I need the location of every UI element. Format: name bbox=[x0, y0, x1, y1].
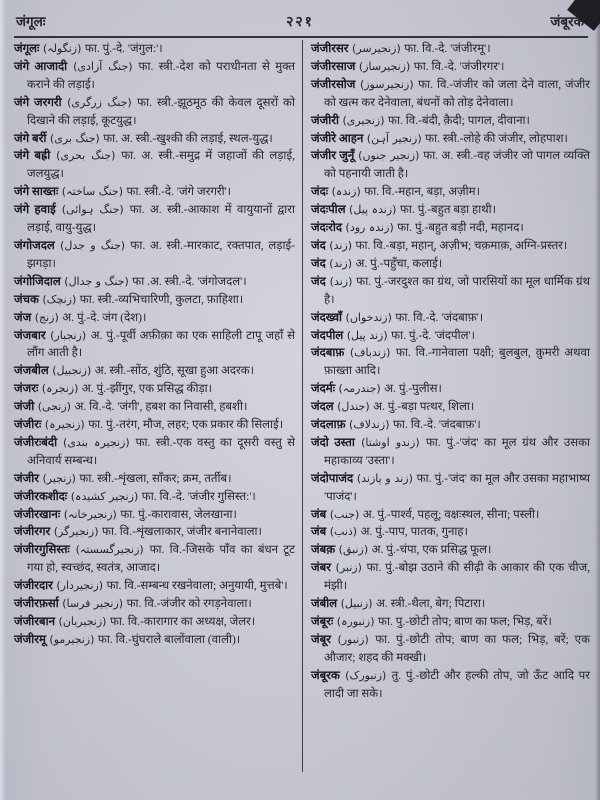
entry-definition: फा. पुं.-बोझ उठाने की सीढ़ी के आकार की एक चीज, मंझी। bbox=[324, 561, 590, 593]
entry-headword: जंदोपाजंद bbox=[311, 471, 354, 485]
entry-urdu-script: (زند پیل) bbox=[343, 328, 392, 342]
entry-urdu-script: (زنجیرسوز) bbox=[355, 77, 419, 91]
entry-definition: अ. पुं.-बड़ा पत्थर, शिला। bbox=[373, 400, 475, 414]
entry-headword: जंजरः bbox=[14, 382, 39, 396]
dictionary-entry bbox=[14, 488, 295, 506]
entry-headword: जंजीरमू bbox=[14, 632, 46, 646]
entry-definition: फा. वि.-शृंखलाकार, जंजीर बनानेवाला। bbox=[102, 525, 262, 539]
left-column bbox=[14, 40, 302, 772]
entry-definition: फा. वि.-दे. 'जंजीरमू'। bbox=[404, 42, 491, 55]
entry-definition: अ. वि.-दे. 'जंगी', हबश का निवासी, हबशी। bbox=[74, 400, 248, 414]
entry-headword: जंजीरसर bbox=[311, 42, 349, 55]
entry-urdu-script: (زنبق) bbox=[335, 543, 372, 557]
entry-urdu-script: (زنجیرخانہ) bbox=[60, 507, 121, 521]
entry-headword: जंबूर bbox=[311, 632, 331, 646]
entry-definition: फा. पुं.-तरंग, मौज, लहर; एक प्रकार की सिलाई। bbox=[88, 418, 284, 432]
dictionary-entry bbox=[14, 147, 295, 183]
entry-headword: जंजीरदार bbox=[14, 579, 53, 593]
entry-urdu-script: (زندہ) bbox=[328, 185, 365, 199]
entry-urdu-script: (زند) bbox=[325, 256, 356, 270]
entry-definition: फा. पु.-छोटी तोप; बाण का फल; भिड़, बरें। bbox=[378, 615, 552, 628]
entry-definition: फा. वि.-बड़ा, महान्, अज़ीभ; चक़माक़, अग्नि-प्रस्तर। bbox=[355, 238, 568, 252]
entry-definition: फा. स्त्री.-देश को पराधीनता से मुक्त कराने की लड़ाई। bbox=[27, 59, 295, 91]
entry-headword: जंगे हवाई bbox=[14, 203, 56, 217]
entry-urdu-script: (جنگ بحری) bbox=[50, 149, 122, 163]
entry-urdu-script: (زنبورک) bbox=[339, 668, 392, 682]
entry-urdu-script: (زنجیرہ) bbox=[41, 418, 89, 432]
entry-headword: जंबूरक bbox=[311, 668, 340, 682]
entry-urdu-script: (جنگ ہوائی) bbox=[55, 203, 130, 217]
dictionary-entry bbox=[14, 201, 295, 237]
dictionary-entry bbox=[311, 112, 590, 130]
dictionary-entry bbox=[14, 416, 295, 434]
entry-urdu-script: (زنجیردار) bbox=[52, 579, 107, 593]
dictionary-entry bbox=[311, 434, 590, 470]
entry-urdu-script: (زنجیرگسستہ) bbox=[69, 543, 150, 557]
entry-urdu-script: (جندل) bbox=[333, 400, 374, 414]
entry-urdu-script: (ذنب) bbox=[326, 525, 361, 539]
entry-urdu-script: (زنجیر آہن) bbox=[363, 131, 426, 145]
entry-definition: फा. पुं.-'जंद' का मूल और उसका महाभाष्य 'पाजंद'। bbox=[324, 471, 591, 503]
entry-headword: जंदःपील bbox=[311, 203, 346, 217]
entry-headword: जंजीरखानः bbox=[14, 507, 61, 521]
dictionary-entry bbox=[14, 130, 295, 148]
entry-headword: जंद bbox=[311, 274, 326, 288]
dictionary-entry bbox=[311, 506, 590, 524]
page-right-edge-shadow bbox=[595, 0, 600, 800]
entry-definition: फा. पुं.-जरदुश्त का ग्रंथ, जो पारसियों का मूल धार्मिक ग्रंथ है। bbox=[324, 274, 590, 306]
entry-definition: अ. पुं.-पूर्वी अफ़ीक़ा का एक साहिली टापू जहाँ से लौंग आती है। bbox=[27, 328, 295, 360]
entry-urdu-script: (زند) bbox=[325, 238, 356, 252]
dictionary-entry bbox=[14, 94, 295, 130]
entry-definition: अ. पुं.-पार्श्व, पहलू; वक्षःस्थल, सीना; पस्ली। bbox=[362, 507, 540, 521]
dictionary-entry bbox=[311, 219, 590, 237]
entry-headword: जंद bbox=[311, 238, 326, 252]
dictionary-entry bbox=[14, 506, 295, 524]
entry-headword: जंजबार bbox=[14, 328, 46, 342]
entry-headword: जंजबील bbox=[14, 364, 49, 378]
dictionary-entry bbox=[311, 631, 590, 667]
dictionary-entry bbox=[14, 541, 295, 577]
entry-headword: जंगे बर्री bbox=[14, 131, 47, 145]
dictionary-entry bbox=[311, 40, 590, 58]
entry-definition: फा. वि.-दे. 'जंजीर गुसिस्त:'। bbox=[141, 489, 256, 503]
entry-headword: जंदलाफ़ bbox=[311, 418, 346, 432]
entry-definition: फा. पुं.-दे. 'जंदपील'। bbox=[391, 328, 475, 342]
entry-headword: जंबर bbox=[311, 561, 331, 575]
dictionary-entry bbox=[311, 559, 590, 595]
entry-urdu-script: (زندلاف) bbox=[345, 418, 393, 432]
dictionary-entry bbox=[14, 362, 295, 380]
entry-headword: जंजीरकशीदः bbox=[14, 489, 68, 503]
dictionary-entry bbox=[311, 398, 590, 416]
entry-definition: अ. पुं.-पाप, पातक, गुनाह। bbox=[360, 525, 468, 539]
dictionary-entry bbox=[311, 613, 590, 631]
entry-urdu-script: (زندخواں) bbox=[342, 310, 396, 324]
entry-urdu-script: (جنب) bbox=[326, 507, 363, 521]
entry-definition: फा. स्त्री.-एक वस्तु का दूसरी वस्तु से अनिवार्य सम्बन्ध। bbox=[27, 435, 295, 467]
entry-definition: फा. वि.-दे. 'जंदबाफ़'। bbox=[392, 418, 481, 432]
dictionary-entry bbox=[311, 344, 590, 380]
entry-headword: जंगे आजादी bbox=[14, 59, 68, 73]
entry-urdu-script: (زنجیربان) bbox=[55, 615, 110, 628]
entry-headword: जंजीर bbox=[14, 471, 39, 485]
dictionary-entry bbox=[311, 595, 590, 613]
dictionary-entry bbox=[311, 255, 590, 273]
entry-definition: फा. अ. स्त्री.-आकाश में वायुयानों द्वारा लड़ाई, वायु-युद्ध। bbox=[27, 203, 296, 235]
entry-urdu-script: (زند و پازند) bbox=[353, 471, 417, 485]
dictionary-entry bbox=[311, 76, 590, 112]
entry-urdu-script: (جنگ ساختہ) bbox=[58, 185, 127, 199]
entry-urdu-script: (زنجیر) bbox=[38, 471, 80, 485]
dictionary-entry bbox=[311, 237, 590, 255]
entry-urdu-script: (زنچک) bbox=[38, 292, 80, 306]
entry-definition: फा. अ. स्त्री.-मारकाट, रक्तपात, लड़ाई-झगड़ा। bbox=[27, 238, 296, 270]
entry-urdu-script: (زندباف) bbox=[344, 346, 396, 360]
entry-definition: अ. स्त्री.-सोंठ, शुंठि, सूखा हुआ अदरक। bbox=[94, 364, 255, 378]
entry-definition: अ. स्त्री.-थैला, बेग; पिटारा। bbox=[376, 597, 486, 611]
entry-headword: जंजीरः bbox=[14, 418, 42, 432]
dictionary-entry bbox=[311, 201, 590, 219]
dictionary-entry bbox=[311, 309, 590, 327]
entry-headword: जंजीरफ़र्सा bbox=[14, 597, 59, 611]
dictionary-entry bbox=[14, 291, 295, 309]
entry-definition: फा. वि.-गानेवाला पक्षी; बुलबुल, क़ुमरी अथवा फ़ाख्ता आदि। bbox=[324, 346, 590, 378]
entry-headword: जंगूलः bbox=[14, 42, 40, 55]
entry-urdu-script: (زنجیر جنوں) bbox=[354, 149, 424, 163]
entry-urdu-script: (زنبر) bbox=[330, 561, 367, 575]
entry-urdu-script: (زنجیرسر) bbox=[348, 42, 405, 55]
entry-urdu-script: (جنگ بری) bbox=[46, 131, 104, 145]
entry-urdu-script: (زنجرہ) bbox=[38, 382, 82, 396]
entry-definition: फा. अ. स्त्री.-खुश्की की लड़ाई, स्थल-युद्ध। bbox=[103, 131, 273, 145]
entry-definition: फा. स्त्री.-व्यभिचारिणी, कुलटा, फ़ाहिशा। bbox=[79, 292, 244, 306]
dictionary-entry bbox=[14, 273, 295, 291]
entry-definition: फा .अ. स्त्री.-दे. 'जंगोजदल'। bbox=[132, 274, 247, 288]
entry-headword: जंजीरःबंदी bbox=[14, 435, 58, 449]
entry-urdu-script: (زنجیرمو) bbox=[45, 632, 98, 646]
dictionary-entry bbox=[311, 147, 590, 183]
entry-headword: जंजीरसोज bbox=[311, 77, 356, 91]
entry-definition: फा. पुं.-छोटी तोप; बाण का फल; भिड़, बरें; एक औजार; शहद की मक्खी। bbox=[324, 632, 590, 664]
entry-definition: फा. अ. स्त्री.-समुद्र में जहाजों की लड़ाई, जलयुद्ध। bbox=[27, 149, 295, 181]
entry-definition: अ. पुं.-पुलीस। bbox=[384, 382, 442, 396]
entry-urdu-script: (جندرمہ) bbox=[335, 382, 385, 396]
page-number: २२१ bbox=[286, 15, 314, 30]
entry-headword: जंजीरबान bbox=[14, 615, 56, 628]
dictionary-entry bbox=[311, 470, 590, 506]
entry-definition: अ. पुं.-झींगुर, एक प्रसिद्ध कीड़ा। bbox=[81, 382, 213, 396]
running-header bbox=[16, 12, 584, 31]
entry-headword: जंगोजदल bbox=[14, 238, 55, 252]
page-left-edge-highlight bbox=[0, 0, 6, 800]
entry-definition: फा. पुं.-बहुत बड़ी नदी, महानद। bbox=[397, 221, 524, 235]
entry-urdu-script: (زنجبار) bbox=[45, 328, 91, 342]
right-column bbox=[302, 40, 590, 772]
dictionary-entry bbox=[14, 577, 295, 595]
dictionary-entry bbox=[14, 523, 295, 541]
dictionary-entry bbox=[311, 273, 590, 309]
header-first-headword: जंगूलः bbox=[16, 14, 46, 29]
entry-headword: जंदल bbox=[311, 400, 334, 414]
entry-headword: जंगे साख्तः bbox=[14, 185, 59, 199]
entry-headword: जंजी bbox=[14, 400, 35, 414]
dictionary-entry bbox=[311, 380, 590, 398]
dictionary-entry bbox=[311, 541, 590, 559]
entry-headword: जंज bbox=[14, 310, 32, 324]
entry-definition: तु. पुं.-छोटी और हल्की तोप, जो ऊँट आदि पर लादी जा सके। bbox=[324, 668, 591, 700]
dictionary-entry bbox=[14, 398, 295, 416]
dictionary-entry bbox=[14, 613, 295, 631]
entry-headword: जंबक़ bbox=[311, 543, 336, 557]
entry-definition: फा. वि.-बंदी, क़ैदी; पागल, दीवाना। bbox=[388, 113, 530, 127]
entry-definition: फा. स्त्री.-लोहे की जंजीर, लोहपाश। bbox=[425, 131, 568, 145]
dictionary-entry bbox=[311, 327, 590, 345]
entry-urdu-script: (جنگ زرگری) bbox=[61, 95, 138, 109]
header-last-headword: जंबूरक bbox=[550, 14, 584, 29]
entry-definition: फा. वि.-दे. 'जंदबाफ़'। bbox=[395, 310, 484, 324]
dictionary-columns bbox=[14, 40, 590, 772]
entry-headword: जंजीरगर bbox=[14, 525, 51, 539]
dictionary-entry bbox=[14, 327, 295, 363]
entry-headword: जंजीरगुसिस्तः bbox=[14, 543, 70, 557]
entry-urdu-script: (زنگولہ) bbox=[39, 42, 85, 55]
entry-headword: जंदबाफ़ bbox=[311, 346, 345, 360]
entry-headword: जंजीरसाज bbox=[311, 59, 356, 73]
entry-definition: फा. स्त्री.-झूठमूठ की केवल दूसरों को दिखाने की लड़ाई, कूटयुद्ध। bbox=[27, 95, 295, 127]
entry-definition: फा. वि.-जंजीर को जला देने वाला, जंजीर को खत्म कर देनेवाला, बंधनों को तोड़ देनेवाला। bbox=[324, 77, 590, 109]
entry-definition: फा. पुं.-बहुत बड़ा हाथी। bbox=[399, 203, 497, 217]
dictionary-entry bbox=[311, 130, 590, 148]
entry-headword: जंजीरी bbox=[311, 113, 339, 127]
dictionary-entry bbox=[14, 183, 295, 201]
entry-urdu-script: (زنبور) bbox=[330, 632, 376, 646]
dictionary-entry bbox=[14, 58, 295, 94]
entry-definition: फा. वि.-महान, बड़ा, अज़ीम। bbox=[364, 185, 480, 199]
dictionary-entry bbox=[14, 40, 295, 58]
entry-definition: फा. पुं.-'जंद' का मूल ग्रंथ और उसका महाकाव्य 'उस्ता'। bbox=[324, 435, 590, 467]
entry-definition: फा. पुं.-दे. 'जंगुल:'। bbox=[84, 42, 163, 55]
entry-headword: जंगे बह्री bbox=[14, 149, 51, 163]
entry-headword: जंजीर जुनूँ bbox=[311, 149, 355, 163]
dictionary-entry bbox=[311, 416, 590, 434]
entry-headword: जंदःरोद bbox=[311, 221, 343, 235]
dictionary-entry bbox=[14, 237, 295, 273]
entry-urdu-script: (جنگ و جدال) bbox=[60, 274, 133, 288]
entry-definition: फा. वि.-सम्बन्ध रखनेवाला; अनुयायी, मुत्तबे'। bbox=[106, 579, 288, 593]
entry-headword: जंदः bbox=[311, 185, 329, 199]
entry-definition: अ. पुं.-पहुँचा, कलाई। bbox=[355, 256, 443, 270]
entry-definition: फा. वि.-घुंघराले बालोंवाला (वाली)। bbox=[97, 632, 241, 646]
entry-definition: फा. वि.-दे. 'जंजीरगर'। bbox=[413, 59, 505, 73]
entry-urdu-script: (جنگ آزادی) bbox=[67, 59, 139, 73]
entry-definition: अ. पुं.-दे. जंग (देश)। bbox=[62, 310, 147, 324]
entry-urdu-script: (زنجیرہ بندی) bbox=[57, 435, 136, 449]
entry-urdu-script: (زنبورہ) bbox=[333, 615, 379, 628]
entry-definition: फा. स्त्री.-शृंखला, साँकर; क्रम, तर्तीब। bbox=[79, 471, 232, 485]
entry-urdu-script: (زنجی) bbox=[34, 400, 75, 414]
dictionary-entry bbox=[311, 183, 590, 201]
entry-headword: जंगोजिदाल bbox=[14, 274, 61, 288]
dictionary-entry bbox=[14, 595, 295, 613]
entry-headword: जंगे जरगरी bbox=[14, 95, 62, 109]
dictionary-entry bbox=[14, 309, 295, 327]
entry-definition: फा. पुं.-कारावास, जेलखाना। bbox=[120, 507, 237, 521]
entry-urdu-script: (زنجیر فرسا) bbox=[58, 597, 127, 611]
entry-definition: फा. अ. स्त्री.-वह जंजीर जो पागल व्यक्ति को पहनायी जाती है। bbox=[324, 149, 590, 181]
entry-headword: जंदपील bbox=[311, 328, 344, 342]
dictionary-entry bbox=[311, 667, 590, 703]
entry-headword: जंबूरः bbox=[311, 615, 334, 628]
entry-urdu-script: (زنجیر کشیدہ) bbox=[67, 489, 142, 503]
dictionary-entry bbox=[311, 58, 590, 76]
entry-urdu-script: (زنجبیل) bbox=[48, 364, 95, 378]
entry-definition: फा. वि.-जंजीर को रगड़नेवाला। bbox=[126, 597, 252, 611]
dictionary-entry bbox=[14, 631, 295, 649]
entry-headword: जंजीरे आहन bbox=[311, 131, 364, 145]
entry-headword: जंबील bbox=[311, 597, 338, 611]
dictionary-entry bbox=[14, 434, 295, 470]
entry-definition: फा. स्त्री.-दे. 'जंगे जरगरी'। bbox=[126, 185, 232, 199]
entry-urdu-script: (زندہ رود) bbox=[342, 221, 398, 235]
entry-headword: जंद bbox=[311, 256, 326, 270]
dictionary-entry bbox=[311, 523, 590, 541]
entry-definition: अ. पुं.-चंपा, एक प्रसिद्ध फूल। bbox=[371, 543, 492, 557]
entry-headword: जंदख्वाँ bbox=[311, 310, 343, 324]
entry-headword: जंदर्मः bbox=[311, 382, 336, 396]
dictionary-entry bbox=[14, 470, 295, 488]
entry-definition: फा. वि.-जिसके पाँव का बंधन टूट गया हो, स्वच्छंद, स्वतंत्र, आजाद। bbox=[27, 543, 295, 575]
entry-urdu-script: (زندو اوشتا) bbox=[354, 435, 426, 449]
entry-definition: फा. वि.-कारागार का अध्यक्ष, जेलर। bbox=[109, 615, 256, 628]
entry-urdu-script: (زنج) bbox=[31, 310, 63, 324]
entry-headword: जंब bbox=[311, 525, 327, 539]
dictionary-entry bbox=[14, 380, 295, 398]
entry-urdu-script: (زندہ پیل) bbox=[345, 203, 400, 217]
entry-urdu-script: (زنجیرگر) bbox=[50, 525, 102, 539]
entry-urdu-script: (جنگ و جدل) bbox=[54, 238, 131, 252]
entry-headword: जंदो उस्ता bbox=[311, 435, 355, 449]
entry-urdu-script: (زند) bbox=[325, 274, 357, 288]
entry-urdu-script: (زنبیل) bbox=[337, 597, 377, 611]
entry-headword: जंचक bbox=[14, 292, 39, 306]
entry-urdu-script: (زنجیری) bbox=[338, 113, 389, 127]
entry-urdu-script: (زنجیرساز) bbox=[355, 59, 414, 73]
entry-headword: जंब bbox=[311, 507, 327, 521]
header-divider-rule bbox=[14, 36, 588, 38]
